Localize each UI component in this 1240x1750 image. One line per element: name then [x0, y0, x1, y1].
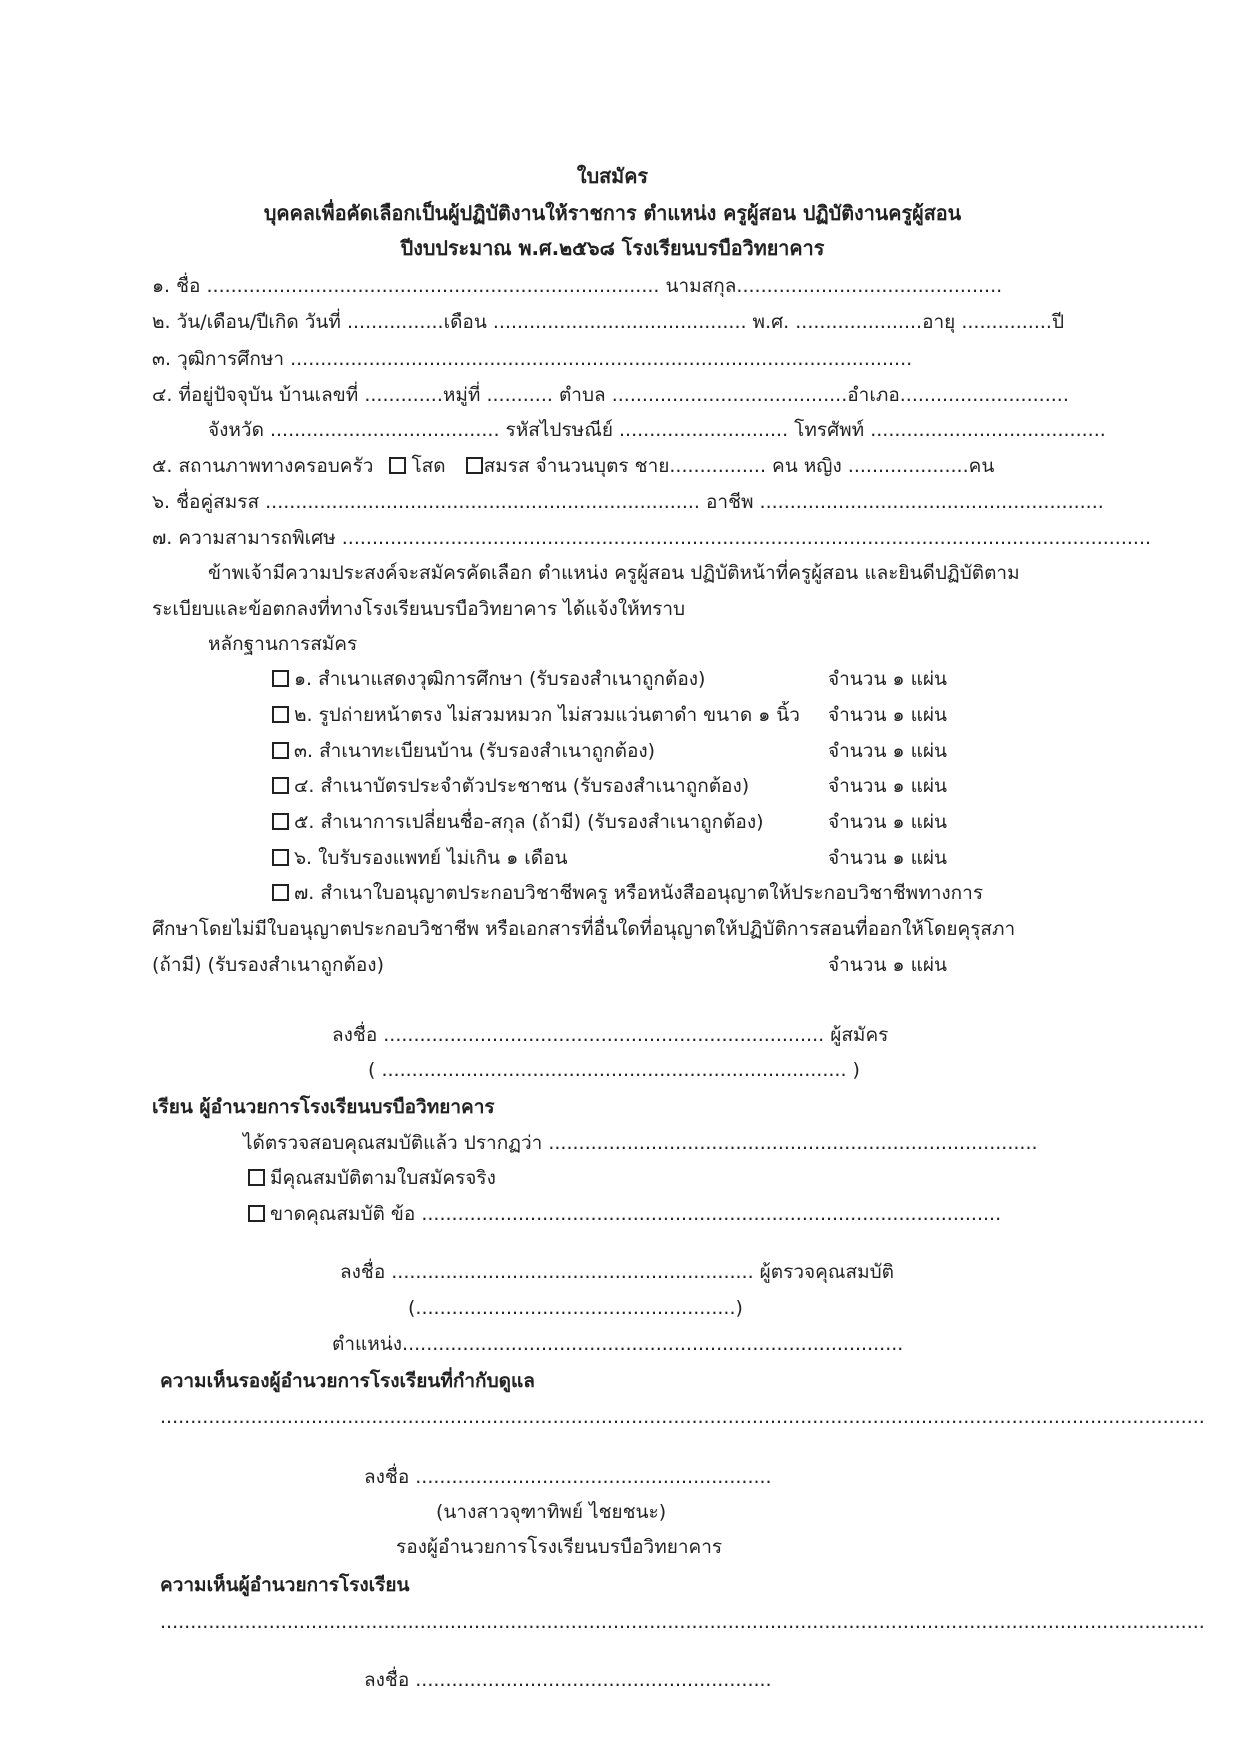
evidence-qty: จำนวน ๑ แผ่น [828, 740, 947, 762]
field-marital-status [152, 454, 994, 478]
evidence-item-label: ๖. ใบรับรองแพทย์ ไม่เกิน ๑ เดือน [294, 847, 568, 869]
evidence-qty: จำนวน ๑ แผ่น [828, 954, 947, 976]
evidence-checkbox[interactable] [272, 777, 289, 794]
unqualified-checkbox[interactable] [248, 1205, 265, 1222]
evidence-item [272, 739, 655, 763]
deputy-signature[interactable]: ลงชื่อ ........................................................... [364, 1466, 772, 1488]
unqualified-label: ขาดคุณสมบัติ ข้อ ................................................................................................ [270, 1203, 1002, 1225]
evidence-item-label: ๕. สำเนาการเปลี่ยนชื่อ-สกุล (ถ้ามี) (รับรองสำเนาถูกต้อง) [294, 811, 764, 833]
applicant-name-parens[interactable]: ( ............................................................................. ) [368, 1059, 860, 1081]
evidence-item-label: ๗. สำเนาใบอนุญาตประกอบวิชาชีพครู หรือหนังสืออนุญาตให้ประกอบวิชาชีพทางการ [294, 882, 984, 904]
evidence-item-label: ๑. สำเนาแสดงวุฒิการศึกษา (รับรองสำเนาถูกต้อง) [294, 668, 706, 690]
field-skills[interactable]: ๗. ความสามารถพิเศษ ...................................................................................................................................... [152, 527, 1152, 549]
qualified-checkbox[interactable] [248, 1169, 265, 1186]
principal-signature[interactable]: ลงชื่อ ........................................................... [364, 1669, 772, 1691]
evidence-checkbox[interactable] [272, 813, 289, 830]
evidence-item-7-line-2: ศึกษาโดยไม่มีใบอนุญาตประกอบวิชาชีพ หรือเอกสารที่อื่นใดที่อนุญาตให้ปฏิบัติการสอนที่ออกให้โดยคุรุสภา [152, 918, 1016, 940]
intro-line-2: ระเบียบและข้อตกลงที่ทางโรงเรียนบรบือวิทยาคาร ได้แจ้งให้ทราบ [152, 598, 686, 620]
field-name[interactable]: ๑. ชื่อ ........................................................................... นามสกุล............................................ [152, 275, 1003, 297]
married-checkbox[interactable] [466, 457, 483, 474]
qualified-option [248, 1166, 496, 1190]
evidence-qty: จำนวน ๑ แผ่น [828, 668, 947, 690]
field-province[interactable]: จังหวัด ...................................... รหัสไปรษณีย์ ............................ โทรศัพท์ ....................................... [208, 419, 1106, 441]
applicant-signature[interactable]: ลงชื่อ ......................................................................... ผู้สมัคร [332, 1024, 889, 1046]
field-spouse[interactable]: ๖. ชื่อคู่สมรส ........................................................................ อาชีพ ......................................................... [152, 491, 1104, 513]
intro-line-1: ข้าพเจ้ามีความประสงค์จะสมัครคัดเลือก ตำแหน่ง ครูผู้สอน ปฏิบัติหน้าที่ครูผู้สอน และยินดีปฏิบัติตาม [208, 562, 1020, 584]
form-title: ใบสมัคร [576, 164, 649, 188]
evidence-item-label: ๓. สำเนาทะเบียนบ้าน (รับรองสำเนาถูกต้อง) [294, 740, 656, 762]
qualified-label: มีคุณสมบัติตามใบสมัครจริง [270, 1167, 496, 1189]
evidence-qty: จำนวน ๑ แผ่น [828, 811, 947, 833]
evidence-checkbox[interactable] [272, 742, 289, 759]
deputy-opinion-line[interactable]: ............................................................................................................................................................................. [160, 1406, 1205, 1428]
evidence-item-7 [272, 881, 983, 905]
evidence-qty: จำนวน ๑ แผ่น [828, 847, 947, 869]
single-label: โสด [411, 455, 446, 477]
principal-opinion-heading: ความเห็นผู้อำนวยการโรงเรียน [160, 1574, 410, 1596]
evidence-item [272, 810, 764, 834]
director-heading: เรียน ผู้อำนวยการโรงเรียนบรบือวิทยาคาร [152, 1096, 495, 1118]
form-subtitle-year: ปีงบประมาณ พ.ศ.๒๕๖๘ โรงเรียนบรบือวิทยาคาร [400, 236, 825, 260]
inspector-signature[interactable]: ลงชื่อ ............................................................ ผู้ตรวจคุณสมบัติ [340, 1261, 895, 1283]
evidence-item-label: ๔. สำเนาบัตรประจำตัวประชาชน (รับรองสำเนาถูกต้อง) [294, 775, 750, 797]
principal-opinion-line[interactable]: ............................................................................................................................................................................. [160, 1611, 1205, 1633]
deputy-opinion-heading: ความเห็นรองผู้อำนวยการโรงเรียนที่กำกับดูแล [160, 1370, 535, 1392]
form-subtitle: บุคคลเพื่อคัดเลือกเป็นผู้ปฏิบัติงานให้ราชการ ตำแหน่ง ครูผู้สอน ปฏิบัติงานครูผู้สอน [263, 201, 962, 225]
single-checkbox[interactable] [389, 457, 406, 474]
evidence-item-7-line-3: (ถ้ามี) (รับรองสำเนาถูกต้อง) [152, 954, 384, 976]
unqualified-option [248, 1202, 1001, 1226]
field-address[interactable]: ๔. ที่อยู่ปัจจุบัน บ้านเลขที่ .............หมู่ที่ ........... ตำบล .......................................อำเภอ............................ [152, 384, 1069, 406]
evidence-checkbox[interactable] [272, 706, 289, 723]
evidence-checkbox[interactable] [272, 670, 289, 687]
marital-label: ๕. สถานภาพทางครอบครัว [152, 455, 374, 477]
evidence-item [272, 774, 749, 798]
inspector-position[interactable]: ตำแหน่ง................................................................................... [332, 1333, 904, 1355]
evidence-item [272, 846, 568, 870]
evidence-qty: จำนวน ๑ แผ่น [828, 775, 947, 797]
evidence-heading: หลักฐานการสมัคร [208, 633, 358, 655]
field-education[interactable]: ๓. วุฒิการศึกษา ....................................................................................................... [152, 348, 913, 370]
married-children-label: สมรส จำนวนบุตร ชาย................ คน หญิง ....................คน [483, 455, 995, 477]
qualification-check[interactable]: ได้ตรวจสอบคุณสมบัติแล้ว ปรากฏว่า ................................................................................. [243, 1132, 1038, 1154]
deputy-position: รองผู้อำนวยการโรงเรียนบรบือวิทยาคาร [396, 1536, 723, 1558]
evidence-item [272, 703, 800, 727]
deputy-name: (นางสาวจุฑาทิพย์ ไชยชนะ) [436, 1501, 667, 1523]
inspector-name-parens[interactable]: (.....................................................) [408, 1297, 743, 1319]
evidence-item [272, 667, 705, 691]
evidence-qty: จำนวน ๑ แผ่น [828, 704, 947, 726]
evidence-checkbox[interactable] [272, 849, 289, 866]
field-birthdate[interactable]: ๒. วัน/เดือน/ปีเกิด วันที่ ................เดือน .......................................... พ.ศ. .....................อายุ ...............ปี [152, 311, 1064, 333]
evidence-checkbox[interactable] [272, 884, 289, 901]
evidence-item-label: ๒. รูปถ่ายหน้าตรง ไม่สวมหมวก ไม่สวมแว่นตาดำ ขนาด ๑ นิ้ว [294, 704, 800, 726]
